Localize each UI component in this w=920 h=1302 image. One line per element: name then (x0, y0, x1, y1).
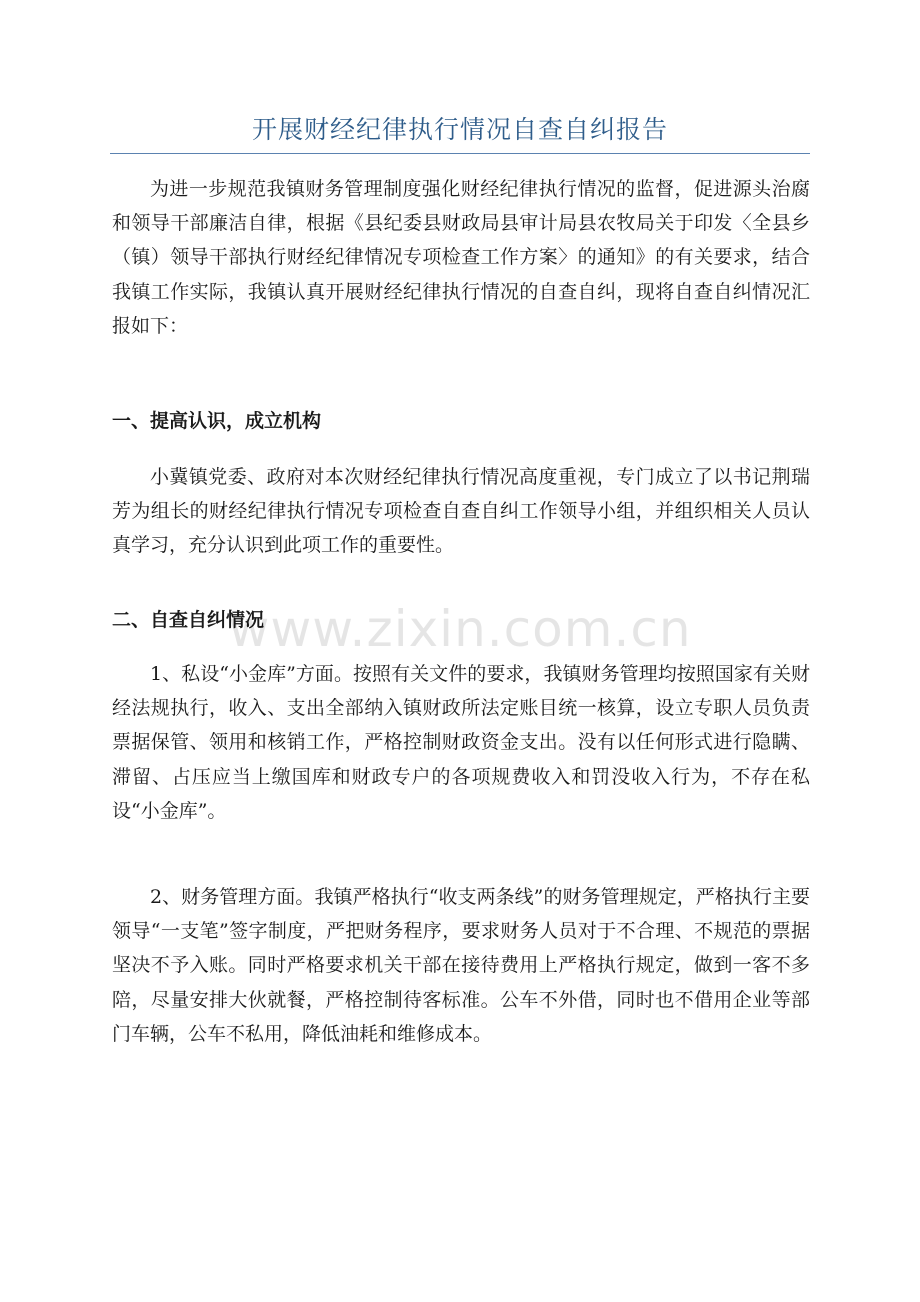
watermark: www.zixin.com.cn (228, 600, 692, 658)
document-title: 开展财经纪律执行情况自查自纠报告 (251, 115, 668, 144)
item-2-paragraph: 2、财务管理方面。我镇严格执行“收支两条线”的财务管理规定，严格执行主要领导“一支笔”签字制度，严把财务程序，要求财务人员对于不合理、不规范的票据坚决不予入账。同时严格要求机关干部在接待费用上严格执行规定，做到一客不多陪，尽量安排大伙就餐，严格控制待客标准。公车不外借，同时也不借用企业等部门车辆，公车不私用，降低油耗和维修成本。 (112, 886, 810, 1045)
intro-paragraph: 为进一步规范我镇财务管理制度强化财经纪律执行情况的监督，促进源头治腐和领导干部廉洁自律，根据《县纪委县财政局县审计局县农牧局关于印发〈全县乡（镇）领导干部执行财经纪律情况专项检查工作方案〉的通知》的有关要求，结合我镇工作实际，我镇认真开展财经纪律执行情况的自查自纠，现将自查自纠情况汇报如下： (112, 178, 810, 337)
section-1-paragraph: 小冀镇党委、政府对本次财经纪律执行情况高度重视，专门成立了以书记荆瑞芳为组长的财经纪律执行情况专项检查自查自纠工作领导小组，并组织相关人员认真学习，充分认识到此项工作的重要性。 (112, 466, 810, 557)
item-1-paragraph: 1、私设“小金库”方面。按照有关文件的要求，我镇财务管理均按照国家有关财经法规执行，收入、支出全部纳入镇财政所法定账目统一核算，设立专职人员负责票据保管、领用和核销工作，严格控制财政资金支出。没有以任何形式进行隐瞒、滞留、占压应当上缴国库和财政专户的各项规费收入和罚没收入行为，不存在私设“小金库”。 (112, 663, 810, 822)
section-heading-2: 二、自查自纠情况 (112, 609, 265, 631)
section-heading-1: 一、提高认识，成立机构 (112, 410, 322, 432)
title-underline (110, 153, 810, 154)
